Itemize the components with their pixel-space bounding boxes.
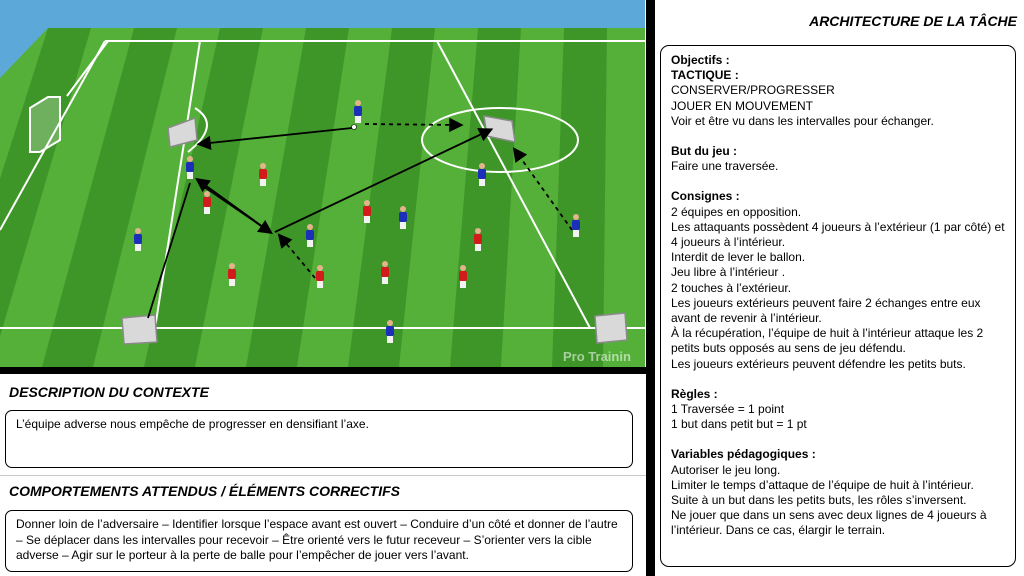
blue-player (399, 206, 407, 229)
consignes-heading: Consignes : (671, 189, 740, 204)
red-player (259, 163, 267, 186)
watermark: Pro Trainin (563, 349, 631, 364)
main-goal (30, 97, 60, 152)
objectifs-line: CONSERVER/PROGRESSER (671, 83, 835, 98)
red-player (474, 228, 482, 251)
regles-block (671, 387, 1005, 433)
red-player (316, 265, 324, 288)
comportements-box (5, 510, 633, 572)
variables-line: Ne jouer que dans un sens avec deux lignes de 4 joueurs à l’intérieur. Dans ce cas, élargir le terrain. (671, 508, 987, 538)
objectifs-subheading: TACTIQUE : (671, 68, 739, 83)
regles-line: 1 Traversée = 1 point (671, 402, 785, 417)
consignes-line: Interdit de lever le ballon. (671, 250, 806, 265)
blue-player (478, 163, 486, 186)
consignes-line: 2 touches à l’extérieur. (671, 280, 792, 295)
training-pitch-diagram (0, 0, 645, 367)
section-divider (0, 475, 646, 476)
contexte-box (5, 410, 633, 468)
blue-player (354, 100, 362, 123)
variables-line: Limiter le temps d’attaque de l’équipe de huit à l’intérieur. (671, 477, 974, 492)
regles-heading: Règles : (671, 386, 718, 401)
contexte-text: L’équipe adverse nous empêche de progresser en densifiant l’axe. (16, 417, 369, 431)
blue-player (306, 224, 314, 247)
red-player (381, 261, 389, 284)
ball-icon (352, 125, 357, 130)
variables-line: Autoriser le jeu long. (671, 462, 781, 477)
consignes-block (671, 189, 1005, 371)
red-player (203, 191, 211, 214)
pitch-bottom-bar (0, 367, 646, 374)
red-player (228, 263, 236, 286)
consignes-line: Les joueurs extérieurs peuvent faire 2 échanges entre eux avant de revenir à l’intérieur. (671, 295, 981, 326)
comportements-text: Donner loin de l’adversaire – Identifier lorsque l’espace avant est ouvert – Conduire d’un côté et donner de l’autre – Se déplacer dans les intervalles pour recevoir – Être orienté vers le futur receveur – S’orienter vers la cible adverse – Agir sur le porteur à la perte de balle pour l’empêcher de jouer vers l’avant. (16, 517, 618, 562)
contexte-title: DESCRIPTION DU CONTEXTE (9, 384, 209, 400)
objectifs-block (671, 53, 1005, 129)
architecture-box (660, 45, 1016, 567)
mini-goal-bottom-right (595, 313, 627, 343)
variables-block (671, 447, 1005, 538)
variables-heading: Variables pédagogiques : (671, 447, 816, 462)
architecture-title: ARCHITECTURE DE LA TÂCHE (809, 13, 1017, 29)
consignes-line: Les attaquants possèdent 4 joueurs à l’extérieur (1 par côté) et 4 joueurs à l’intérieur. (671, 219, 1005, 250)
but-block (671, 144, 1005, 174)
but-line: Faire une traversée. (671, 159, 779, 174)
blue-player (572, 214, 580, 237)
red-player (363, 200, 371, 223)
consignes-line: Jeu libre à l’intérieur . (671, 265, 786, 280)
blue-player (186, 156, 194, 179)
consignes-line: Les joueurs extérieurs peuvent défendre les petits buts. (671, 356, 966, 371)
consignes-line: À la récupération, l’équipe de huit à l’intérieur attaque les 2 petits buts opposés au sens de jeu défendu. (671, 326, 984, 356)
but-heading: But du jeu : (671, 144, 737, 159)
objectifs-line: Voir et être vu dans les intervalles pour échanger. (671, 113, 934, 128)
objectifs-heading: Objectifs : (671, 53, 730, 67)
red-player (459, 265, 467, 288)
variables-line: Suite à un but dans les petits buts, les rôles s’inversent. (671, 493, 967, 508)
objectifs-line: JOUER EN MOUVEMENT (671, 98, 814, 113)
consignes-line: 2 équipes en opposition. (671, 204, 802, 219)
blue-player (386, 320, 394, 343)
blue-player (134, 228, 142, 251)
comportements-title: COMPORTEMENTS ATTENDUS / ÉLÉMENTS CORRECTIFS (9, 483, 400, 499)
mini-goal-bottom-left (122, 315, 157, 344)
vertical-divider (646, 0, 655, 576)
regles-line: 1 but dans petit but = 1 pt (671, 417, 807, 432)
pitch-svg (0, 0, 645, 367)
